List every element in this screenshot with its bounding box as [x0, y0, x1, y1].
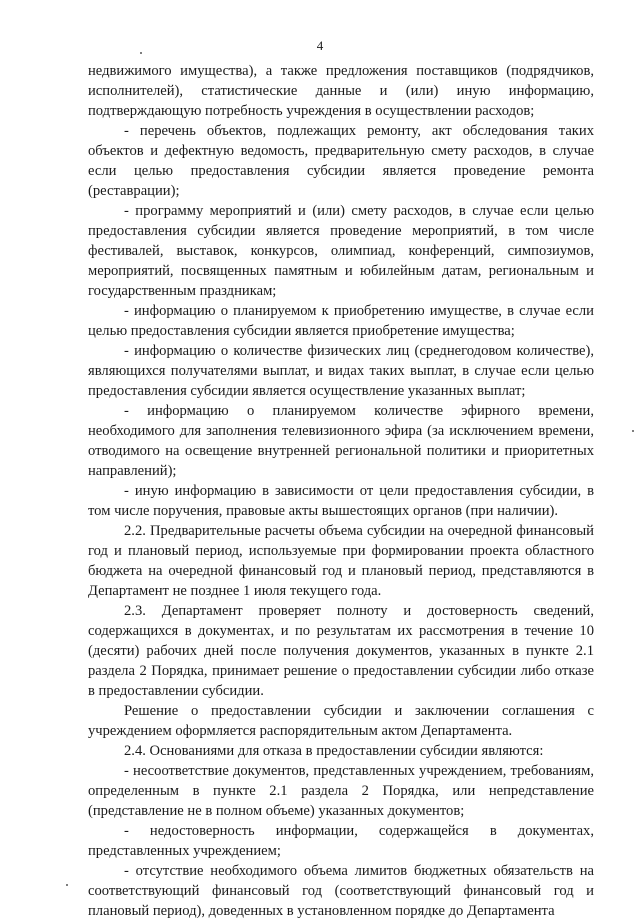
- paragraph-1: недвижимого имущества), а также предложения поставщиков (подрядчиков, исполнителей), статистические данные и (или) иную информацию, подтверждающую потребность учреждения в осуществлении расходов;: [88, 63, 594, 119]
- paragraph-12: - несоответствие документов, представленных учреждением, требованиям, определенным в пункте 2.1 раздела 2 Порядка, или непредставление (представление не в полном объеме) указанных документов;: [88, 763, 594, 819]
- paragraph-3: - программу мероприятий и (или) смету расходов, в случае если целью предоставления субсидии является проведение мероприятий, в том числе фестивалей, выставок, конкурсов, олимпиад, конференций, симпозиумов, мероприятий, посвященных памятным и юбилейным датам, региональным и государственным праздникам;: [88, 203, 594, 299]
- paragraph-10: Решение о предоставлении субсидии и заключении соглашения с учреждением оформляется распорядительным актом Департамента.: [88, 703, 594, 739]
- page-number: 4: [316, 38, 324, 53]
- paragraph-2: - перечень объектов, подлежащих ремонту, акт обследования таких объектов и дефектную ведомость, предварительную смету расходов, в случае если целью предоставления субсидии является проведение ремонта (реставрации);: [88, 123, 594, 199]
- paragraph-11: 2.4. Основаниями для отказа в предоставлении субсидии являются:: [124, 743, 544, 759]
- document-body: [88, 61, 594, 921]
- scan-speck: [632, 430, 634, 432]
- scan-speck: [140, 52, 142, 54]
- paragraph-14: - отсутствие необходимого объема лимитов бюджетных обязательств на соответствующий финансовый год (соответствующий финансовый год и плановый период), доведенных в установленном порядке до Департамента: [88, 863, 594, 919]
- paragraph-7: - иную информацию в зависимости от цели предоставления субсидии, в том числе поручения, правовые акты вышестоящих органов (при наличии).: [88, 483, 594, 519]
- paragraph-4: - информацию о планируемом к приобретению имуществе, в случае если целью предоставления субсидии является приобретение имущества;: [88, 303, 594, 339]
- paragraph-9: 2.3. Департамент проверяет полноту и достоверность сведений, содержащихся в документах, и по результатам их рассмотрения в течение 10 (десяти) рабочих дней после получения документов, указанных в пункте 2.1 раздела 2 Порядка, принимает решение о предоставлении субсидии либо отказе в предоставлении субсидии.: [88, 603, 594, 699]
- paragraph-6: - информацию о планируемом количестве эфирного времени, необходимого для заполнения телевизионного эфира (за исключением времени, отводимого на освещение внутренней региональной политики и приоритетных направлений);: [88, 403, 594, 479]
- paragraph-5: - информацию о количестве физических лиц (среднегодовом количестве), являющихся получателями выплат, и видах таких выплат, в случае если целью предоставления субсидии является осуществление указанных выплат;: [88, 343, 594, 399]
- paragraph-8: 2.2. Предварительные расчеты объема субсидии на очередной финансовый год и плановый период, используемые при формировании проекта областного бюджета на очередной финансовый год и плановый период, представляются в Департамент не позднее 1 июля текущего года.: [88, 523, 594, 599]
- paragraph-13: - недостоверность информации, содержащейся в документах, представленных учреждением;: [88, 823, 594, 859]
- scan-speck: [66, 884, 68, 886]
